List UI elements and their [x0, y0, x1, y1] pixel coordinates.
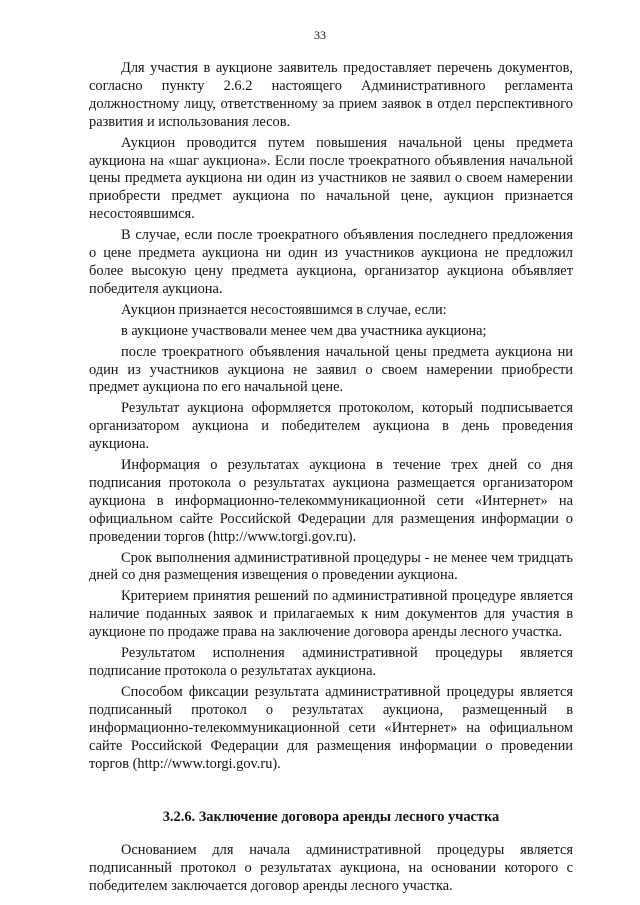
paragraph-auction-result-protocol: Результат аукциона оформляется протоколом, который подписывается организатором аукциона и победителем аукциона в день проведения аукциона. [89, 400, 573, 453]
paragraph-contract-basis: Основанием для начала административной процедуры является подписанный протокол о результатах аукциона, на основании которого с победителем заключается договор аренды лесного участка. [89, 842, 573, 895]
paragraph-failed-auction-intro: Аукцион признается несостоявшимся в случае, если: [121, 301, 447, 318]
paragraph-failed-auction-condition-2: после троекратного объявления начальной цены предмета аукциона ни один из участников аукциона не заявил о своем намерении приобрести предмет аукциона по его начальной цене. [89, 343, 573, 396]
paragraph-result-publication: Информация о результатах аукциона в течение трех дней со дня подписания протокола о результатах аукциона размещается организатором аукциона в информационно-телекоммуникационной сети «Интернет» на официальном сайте Российской Федерации для размещения информации о проведении торгов (http://www.torgi.gov.ru). [89, 457, 573, 545]
paragraph-winner-announcement: В случае, если после троекратного объявления последнего предложения о цене предмета аукциона ни один из участников аукциона не предложил более высокую цену предмета аукциона, организатор аукциона объявляет победителя аукциона. [89, 227, 573, 297]
page-number: 33 [314, 28, 326, 42]
section-heading: 3.2.6. Заключение договора аренды лесного участка [162, 809, 500, 826]
paragraph-result-recording: Способом фиксации результата административной процедуры является подписанный протокол о результатах аукциона, размещенный в информационно-телекоммуникационной сети «Интернет» на официальном сайте Российской Федерации для размещения информации о проведении торгов (http://www.torgi.gov.ru). [89, 683, 573, 772]
paragraph-participation-documents: Для участия в аукционе заявитель предоставляет перечень документов, согласно пункту 2.6.2 настоящего Административного регламента должностному лицу, ответственному за прием заявок в отдел перспективного развития и использования лесов. [89, 60, 573, 130]
paragraph-failed-auction-condition-1: в аукционе участвовали менее чем два участника аукциона; [121, 322, 487, 339]
paragraph-procedure-duration: Срок выполнения административной процедуры - не менее чем тридцать дней со дня размещения извещения о проведении аукциона. [89, 549, 573, 584]
paragraph-decision-criterion: Критерием принятия решений по административной процедуре является наличие поданных заявок и прилагаемых к ним документов для участия в аукционе по продаже права на заключение договора аренды лесного участка. [89, 588, 573, 641]
document-body [89, 60, 573, 899]
paragraph-procedure-result: Результатом исполнения административной процедуры является подписание протокола о результатах аукциона. [89, 645, 573, 679]
paragraph-auction-procedure: Аукцион проводится путем повышения начальной цены предмета аукциона на «шаг аукциона». Если после троекратного объявления начальной цены предмета аукциона ни один из участников не заявил о своем намерении приобрести предмет аукциона по начальной цене, аукцион признается несостоявшимся. [89, 134, 573, 223]
